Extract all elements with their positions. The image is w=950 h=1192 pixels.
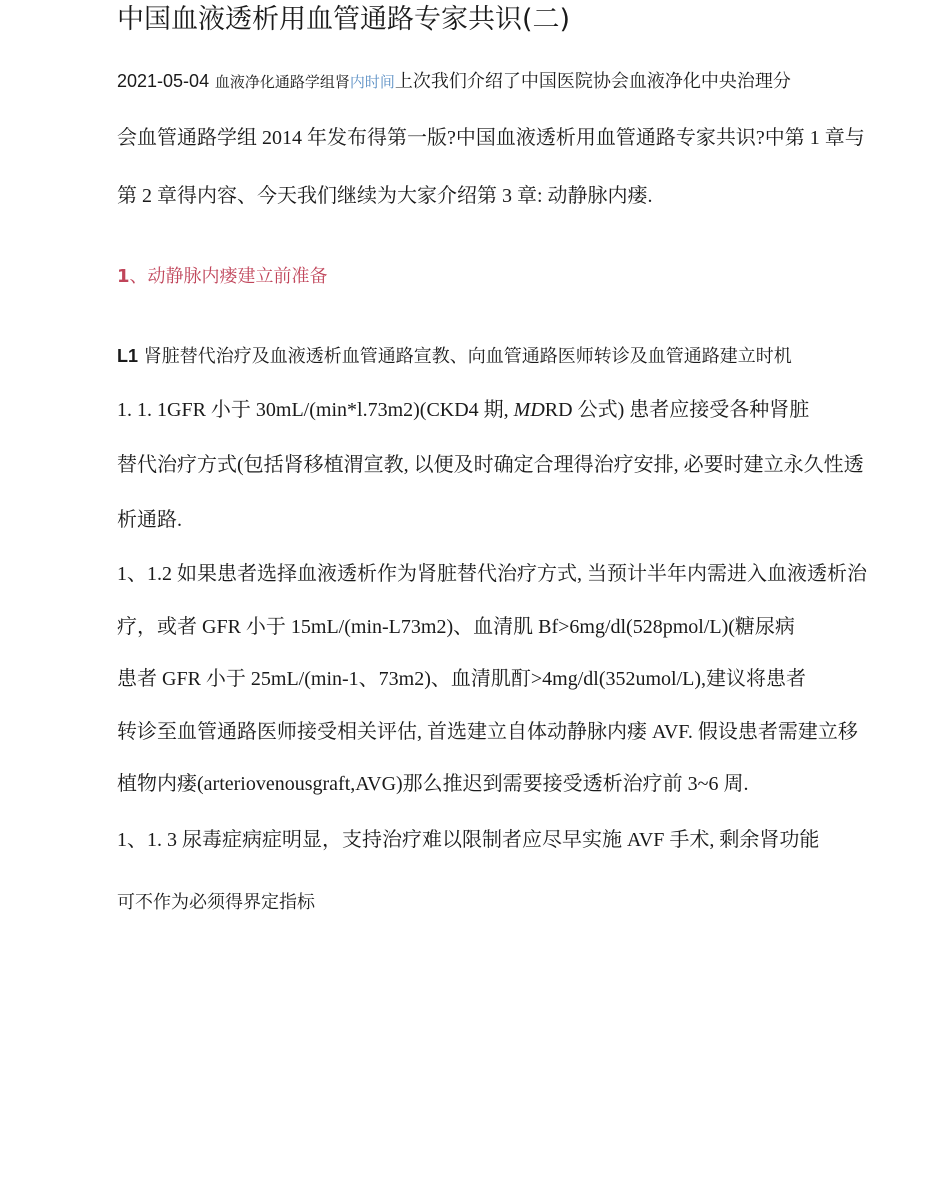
intro-text-1: 上次我们介绍了中国医院协会血液净化中央治理分 xyxy=(394,71,791,92)
article-source: 血液净化通路学组肾 xyxy=(214,73,350,91)
paragraph-1-1-2-line-3: 患者 GFR 小于 25mL/(min-1、73m2)、血清肌酊>4mg/dl(352umol/L),建议将患者 xyxy=(117,668,807,690)
intro-line-3: 第 2 章得内容、今天我们继续为大家介绍第 3 章: 动静脉内瘘. xyxy=(117,185,653,207)
subsection-title: 肾脏替代治疗及血液透析血管通路宣教、向血管通路医师转诊及血管通路建立时机 xyxy=(143,346,792,367)
source-link[interactable]: 内时间 xyxy=(349,73,395,91)
paragraph-1-1-2-line-5: 植物内瘘(arteriovenousgraft,AVG)那么推迟到需要接受透析治疗前 3~6 周. xyxy=(117,773,749,795)
paragraph-1-1-2-line-1: 1、1.2 如果患者选择血液透析作为肾脏替代治疗方式, 当预计半年内需进入血液透析治 xyxy=(117,563,867,585)
para-text: 1. 1. 1GFR 小于 30mL/(min*l.73m2)(CKD4 期, xyxy=(117,399,514,421)
article-date: 2021-05-04 xyxy=(117,71,210,91)
section-number: 1 xyxy=(117,266,130,287)
subsection-heading-1-1 xyxy=(117,343,792,370)
section-heading-1 xyxy=(117,264,328,290)
paragraph-1-1-1-line-2: 替代治疗方式(包括肾移植渭宣教, 以便及时确定合理得治疗安排, 必要时建立永久性透 xyxy=(117,454,864,476)
paragraph-1-1-1-line-3: 析通路. xyxy=(117,509,182,531)
paragraph-1-1-3-line-2: 可不作为必须得界定指标 xyxy=(117,892,315,913)
paragraph-1-1-1-line-1 xyxy=(117,397,809,423)
para-text: RD 公式) 患者应接受各种肾脏 xyxy=(544,399,810,421)
section-title: 、动静脉内瘘建立前准备 xyxy=(129,266,328,287)
intro-line-2: 会血管通路学组 2014 年发布得第一版?中国血液透析用血管通路专家共识?中第 1 章与 xyxy=(117,127,865,149)
intro-line-1 xyxy=(117,68,791,95)
paragraph-1-1-3-line-1: 1、1. 3 尿毒症病症明显，支持治疗难以限制者应尽早实施 AVF 手术, 剩余肾功能 xyxy=(117,829,820,851)
paragraph-1-1-2-line-2: 疗，或者 GFR 小于 15mL/(min-L73m2)、血清肌 Bf>6mg/dl(528pmol/L)(糖尿病 xyxy=(117,616,795,638)
page-title: 中国血液透析用血管通路专家共识(二) xyxy=(117,4,571,35)
paragraph-1-1-2-line-4: 转诊至血管通路医师接受相关评估, 首选建立自体动静脉内瘘 AVF. 假设患者需建立移 xyxy=(117,721,858,743)
subsection-number: L1 xyxy=(117,346,139,366)
para-text-italic: MD xyxy=(513,399,545,421)
